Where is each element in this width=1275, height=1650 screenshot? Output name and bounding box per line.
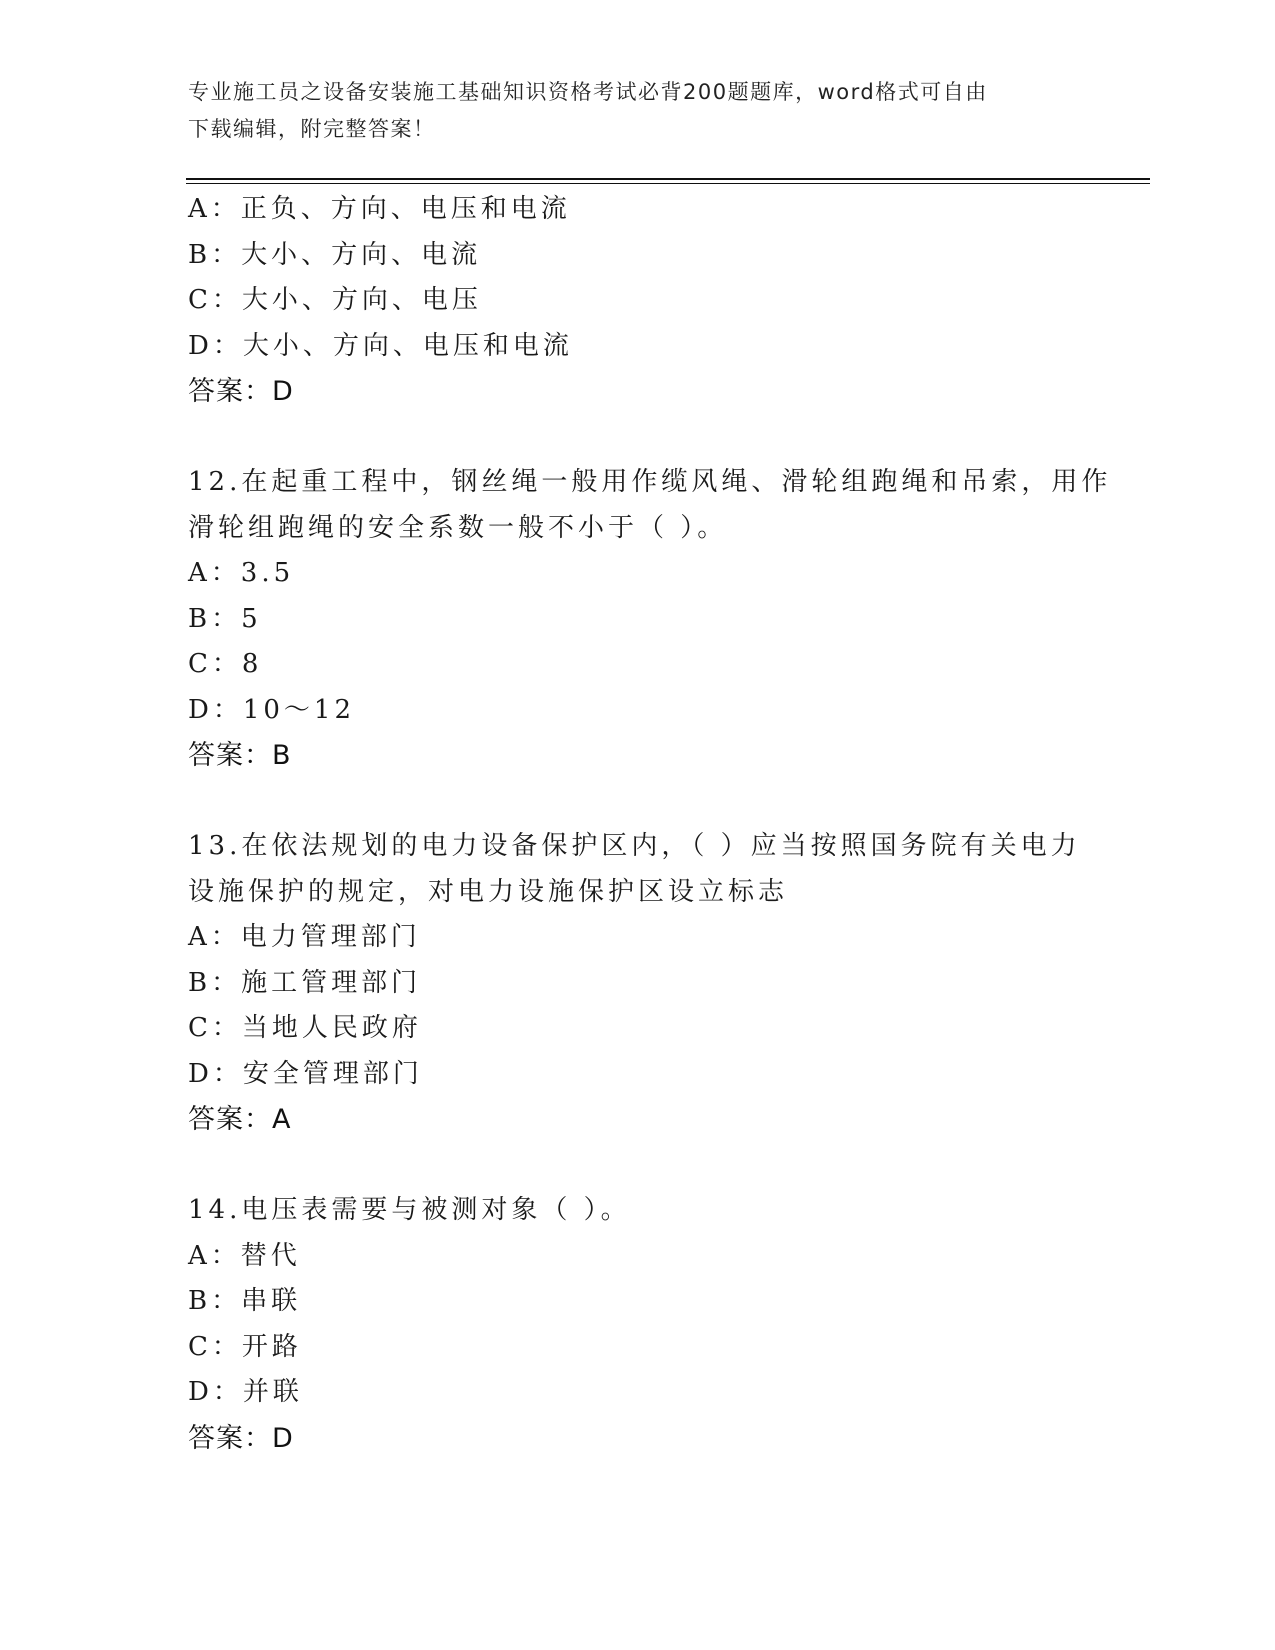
answer-option: B：大小、方向、电流 xyxy=(188,239,482,270)
answer-option: B：5 xyxy=(188,603,262,634)
question-text-line: 14.电压表需要与被测对象（ ）。 xyxy=(188,1195,631,1225)
header-divider-thin xyxy=(186,183,1150,184)
block-spacer xyxy=(188,415,1088,461)
header-line-1: 专业施工员之设备安装施工基础知识资格考试必背200题题库，word格式可自由 xyxy=(188,80,988,104)
question-text-line: 设施保护的规定，对电力设施保护区设立标志 xyxy=(188,876,789,907)
question-block xyxy=(188,779,1088,1143)
answer-option: D：10～12 xyxy=(188,694,356,725)
answer-key: 答案：A xyxy=(188,1104,292,1135)
answer-option: D：大小、方向、电压和电流 xyxy=(188,330,573,361)
question-text-line: 12.在起重工程中，钢丝绳一般用作缆风绳、滑轮组跑绳和吊索，用作 xyxy=(188,467,1112,497)
question-text-line: 13.在依法规划的电力设备保护区内，（ ）应当按照国务院有关电力 xyxy=(188,831,1081,861)
question-block xyxy=(188,415,1112,779)
document-header xyxy=(188,74,1068,148)
question-block xyxy=(188,1143,1088,1462)
answer-option: C：当地人民政府 xyxy=(188,1013,422,1043)
answer-option: A：正负、方向、电压和电流 xyxy=(188,194,571,224)
answer-option: B：串联 xyxy=(188,1286,302,1316)
answer-option: A：替代 xyxy=(188,1240,301,1271)
answer-option: A：3.5 xyxy=(188,558,295,588)
block-spacer xyxy=(188,1143,1088,1189)
header-line-2: 下载编辑，附完整答案！ xyxy=(188,117,436,141)
answer-key: 答案：D xyxy=(188,376,294,407)
answer-key: 答案：D xyxy=(188,1422,294,1454)
question-list xyxy=(188,187,1112,1461)
answer-key: 答案：B xyxy=(188,740,292,771)
answer-option: C：8 xyxy=(188,649,263,679)
question-block xyxy=(188,187,1088,415)
answer-option: B：施工管理部门 xyxy=(188,967,422,998)
answer-option: C：开路 xyxy=(188,1331,302,1362)
answer-option: C：大小、方向、电压 xyxy=(188,285,482,315)
block-spacer xyxy=(188,779,1088,825)
answer-option: A：电力管理部门 xyxy=(188,922,421,952)
answer-option: D：并联 xyxy=(188,1377,303,1407)
question-text-line: 滑轮组跑绳的安全系数一般不小于（ ）。 xyxy=(188,512,728,543)
header-divider-thick xyxy=(186,178,1150,180)
answer-option: D：安全管理部门 xyxy=(188,1058,423,1089)
